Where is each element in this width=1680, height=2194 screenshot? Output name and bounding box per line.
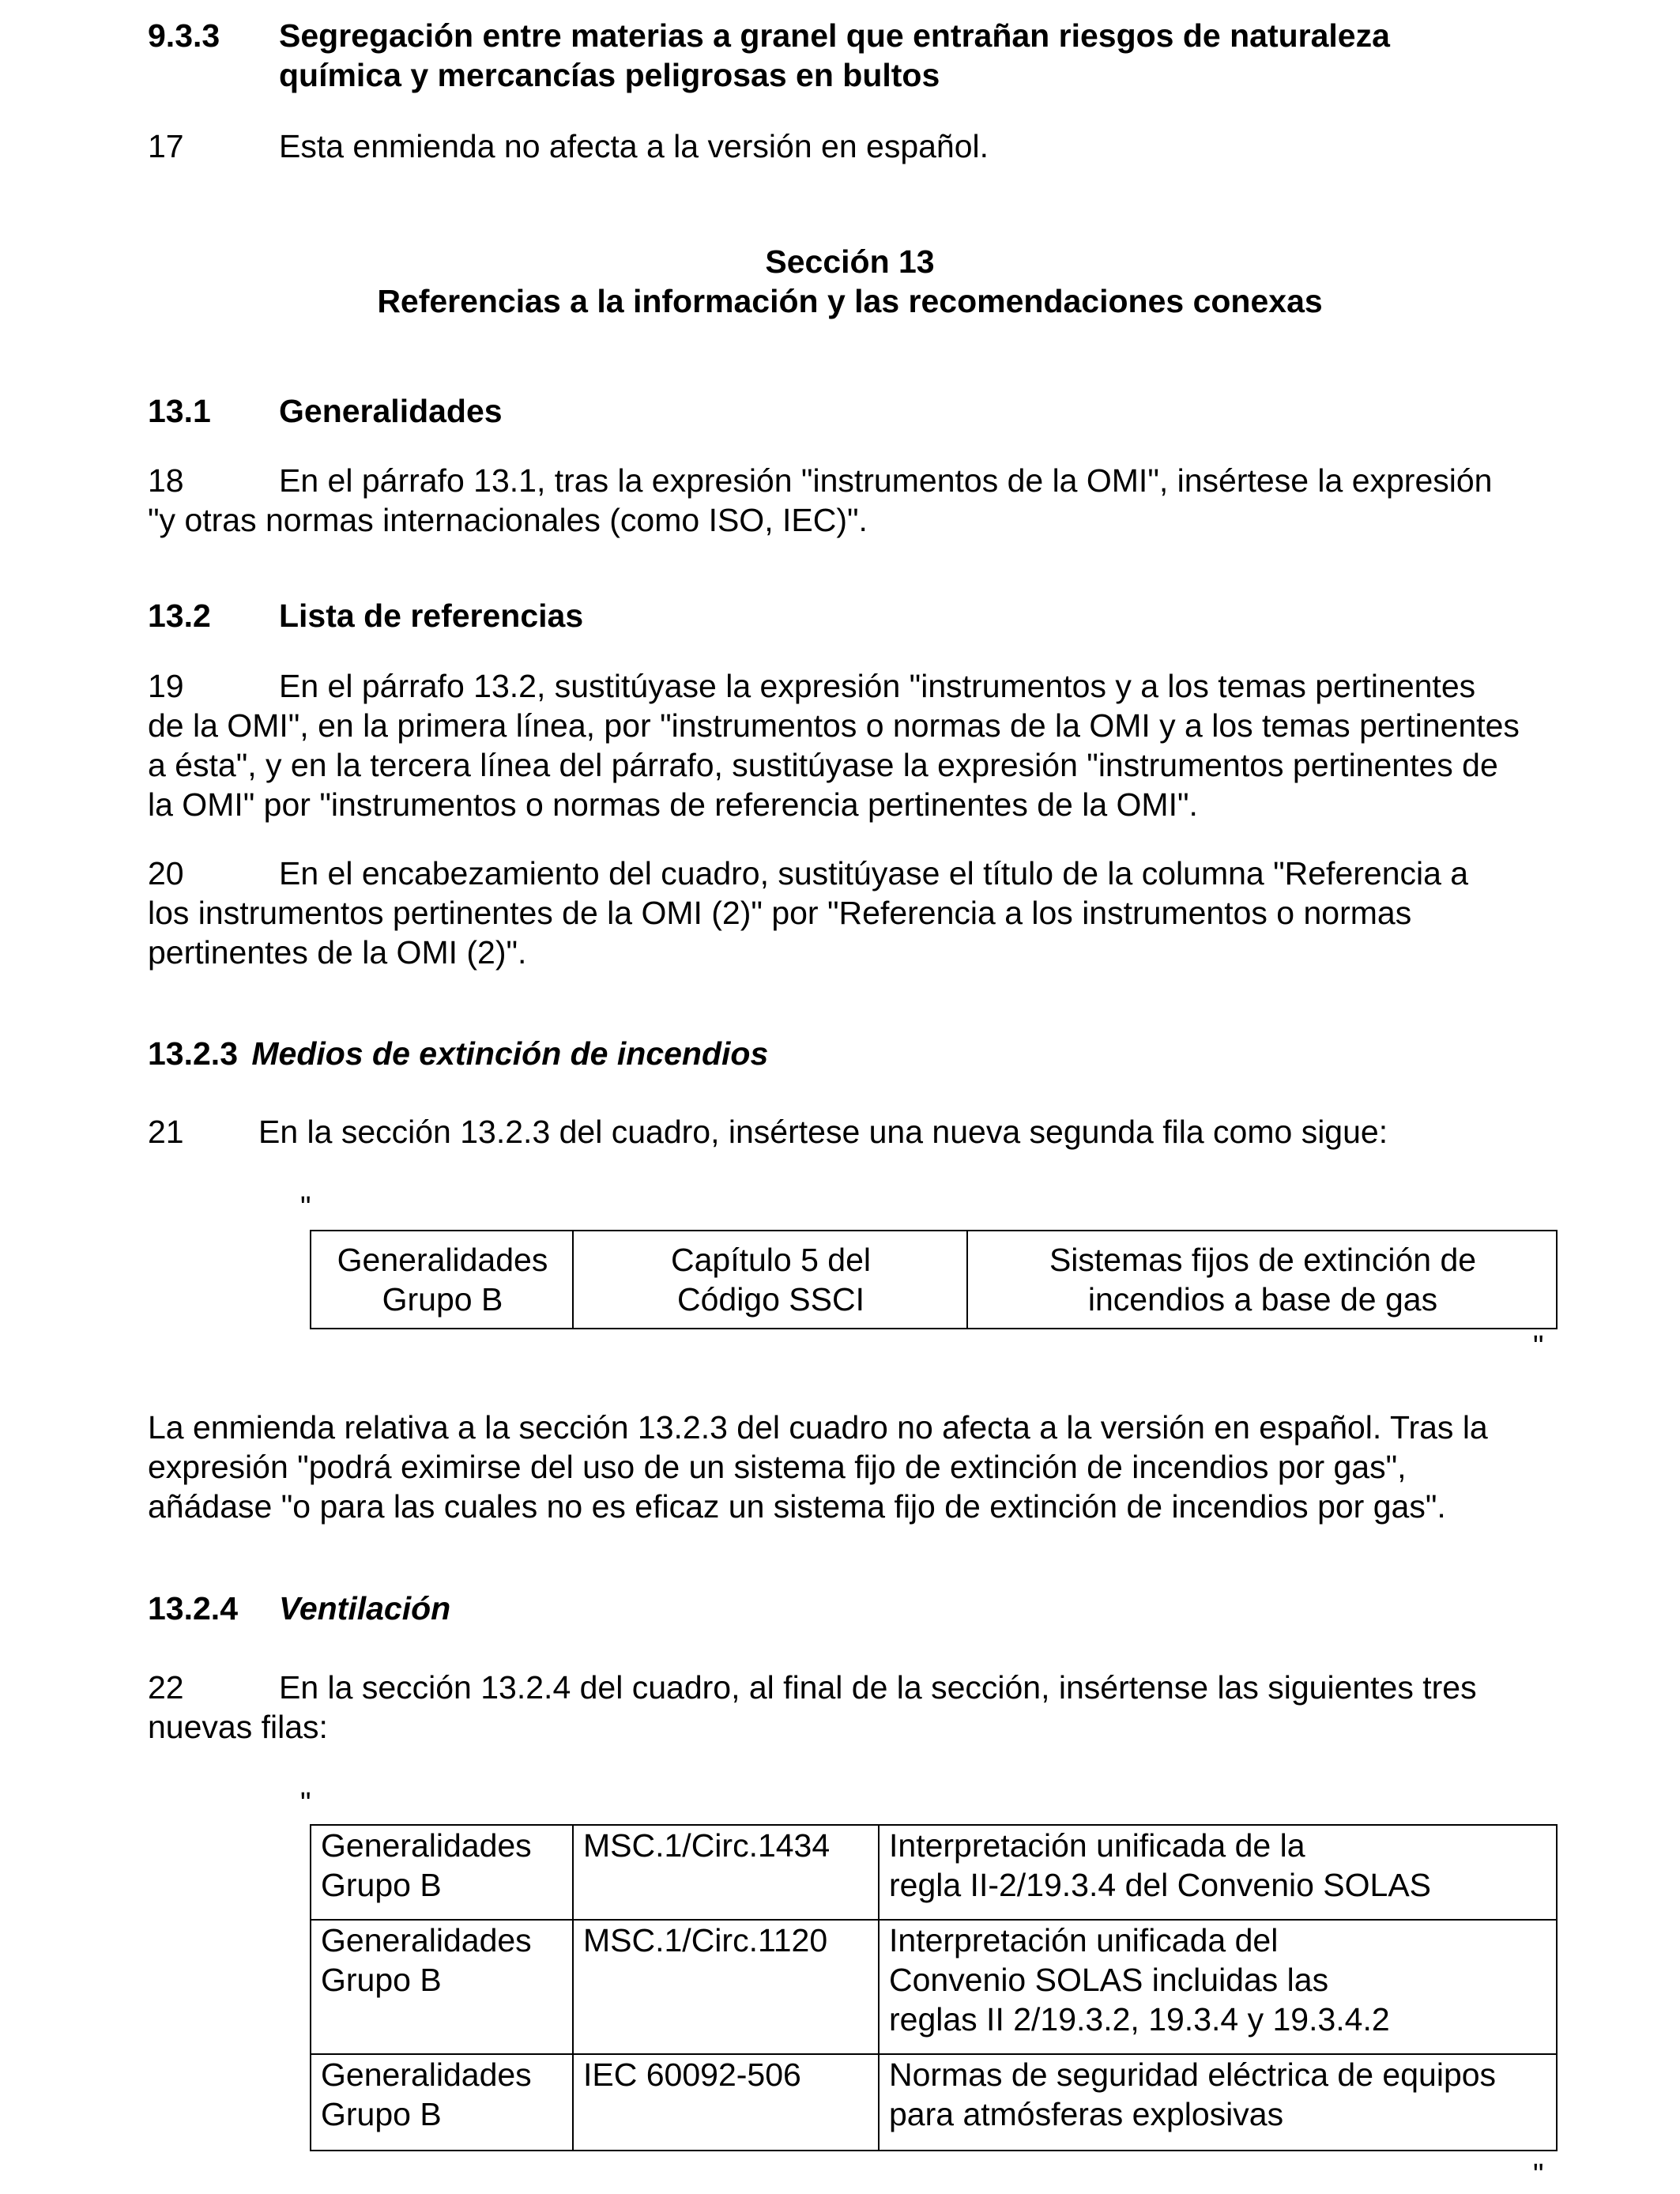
- section-subheading: Referencias a la información y las recomendaciones conexas: [377, 283, 1323, 319]
- paragraph-number: 20: [148, 855, 184, 892]
- closing-quote-mark: ": [1533, 2158, 1544, 2192]
- paragraph-17: [148, 126, 1570, 166]
- closing-quote-mark: ": [1533, 1330, 1544, 1363]
- paragraph-text: Esta enmienda no afecta a la versión en español.: [279, 128, 989, 164]
- paragraph-number: 18: [148, 462, 184, 499]
- paragraph-line: En el párrafo 13.2, sustitúyase la expresión "instrumentos y a los temas pertinentes: [279, 668, 1476, 704]
- paragraph-line: En el párrafo 13.1, tras la expresión "instrumentos de la OMI", insértese la expresión: [279, 462, 1493, 499]
- table-cell: MSC.1/Circ.1120: [573, 1920, 879, 2054]
- paragraph-19: [148, 666, 1552, 824]
- section-heading: Sección 13: [765, 243, 935, 280]
- paragraph-22: [148, 1668, 1552, 1747]
- table-row: [311, 1231, 1557, 1329]
- section-number: 13.2: [148, 598, 211, 634]
- section-title: Lista de referencias: [279, 598, 584, 634]
- section-13-heading: [148, 242, 1552, 321]
- paragraph-text: En la sección 13.2.3 del cuadro, insértese una nueva segunda fila como sigue:: [258, 1114, 1388, 1150]
- paragraph-line: añádase "o para las cuales no es eficaz un sistema fijo de extinción de incendios por gas".: [148, 1488, 1446, 1525]
- paragraph-line: expresión "podrá eximirse del uso de un sistema fijo de extinción de incendios por gas",: [148, 1449, 1407, 1485]
- section-number: 9.3.3: [148, 17, 220, 54]
- paragraph-number: 17: [148, 128, 184, 164]
- section-13-2-4-heading: [148, 1589, 1570, 1628]
- table-cell: Generalidades Grupo B: [311, 1825, 573, 1920]
- table-cell: Normas de seguridad eléctrica de equipos para atmósferas explosivas: [879, 2054, 1557, 2151]
- section-title-line: Segregación entre materias a granel que entrañan riesgos de naturaleza: [279, 17, 1390, 54]
- paragraph-line: de la OMI", en la primera línea, por "instrumentos o normas de la OMI y a los temas pertinentes: [148, 707, 1520, 744]
- table-cell: Generalidades Grupo B: [311, 2054, 573, 2151]
- section-13-1-heading: [148, 391, 1570, 431]
- section-13-2-3-heading: [148, 1034, 1570, 1073]
- amendment-table-13-2-4: [310, 1824, 1558, 2151]
- paragraph-line: En la sección 13.2.4 del cuadro, al final de la sección, insértense las siguientes tres: [279, 1669, 1477, 1706]
- section-title: Generalidades: [279, 393, 503, 429]
- paragraph-18: [148, 461, 1552, 540]
- paragraph-line: nuevas filas:: [148, 1709, 328, 1745]
- table-cell: Interpretación unificada de la regla II-2/19.3.4 del Convenio SOLAS: [879, 1825, 1557, 1920]
- table-cell: Interpretación unificada del Convenio SOLAS incluidas las reglas II 2/19.3.2, 19.3.4 y 19.3.4.2: [879, 1920, 1557, 2054]
- paragraph-line: la OMI" por "instrumentos o normas de referencia pertinentes de la OMI".: [148, 786, 1198, 823]
- table-cell: Generalidades Grupo B: [311, 1231, 573, 1329]
- table-cell: IEC 60092-506: [573, 2054, 879, 2151]
- table-row: [311, 1825, 1557, 1920]
- paragraph-line: pertinentes de la OMI (2)".: [148, 934, 527, 971]
- paragraph-20: [148, 854, 1552, 972]
- section-9-3-3-heading: [148, 16, 1570, 95]
- table-cell: Capítulo 5 del Código SSCI: [573, 1231, 967, 1329]
- paragraph-21: [148, 1112, 1570, 1152]
- table-cell: MSC.1/Circ.1434: [573, 1825, 879, 1920]
- table-row: [311, 2054, 1557, 2151]
- paragraph-note-13-2-3: [148, 1408, 1552, 1526]
- section-title: Ventilación: [279, 1590, 451, 1627]
- table-cell: Generalidades Grupo B: [311, 1920, 573, 2054]
- section-number: 13.1: [148, 393, 211, 429]
- paragraph-line: los instrumentos pertinentes de la OMI (2)" por "Referencia a los instrumentos o normas: [148, 895, 1412, 931]
- opening-quote-mark: ": [300, 1787, 311, 1820]
- table-cell: Sistemas fijos de extinción de incendios a base de gas: [967, 1231, 1557, 1329]
- table-row: [311, 1920, 1557, 2054]
- paragraph-line: a ésta", y en la tercera línea del párrafo, sustitúyase la expresión "instrumentos pertinentes de: [148, 747, 1498, 783]
- amendment-table-13-2-3: [310, 1230, 1558, 1329]
- opening-quote-mark: ": [300, 1191, 311, 1224]
- paragraph-number: 19: [148, 668, 184, 704]
- section-title: Medios de extinción de incendios: [251, 1035, 769, 1072]
- section-number: 13.2.4: [148, 1590, 238, 1627]
- paragraph-number: 21: [148, 1114, 184, 1150]
- paragraph-number: 22: [148, 1669, 184, 1706]
- paragraph-line: "y otras normas internacionales (como ISO, IEC)".: [148, 502, 868, 538]
- paragraph-line: En el encabezamiento del cuadro, sustitúyase el título de la columna "Referencia a: [279, 855, 1469, 892]
- section-number: 13.2.3: [148, 1035, 238, 1072]
- section-title-line: química y mercancías peligrosas en bultos: [279, 57, 940, 93]
- paragraph-line: La enmienda relativa a la sección 13.2.3 del cuadro no afecta a la versión en español. Tras la: [148, 1409, 1488, 1446]
- section-13-2-heading: [148, 596, 1570, 635]
